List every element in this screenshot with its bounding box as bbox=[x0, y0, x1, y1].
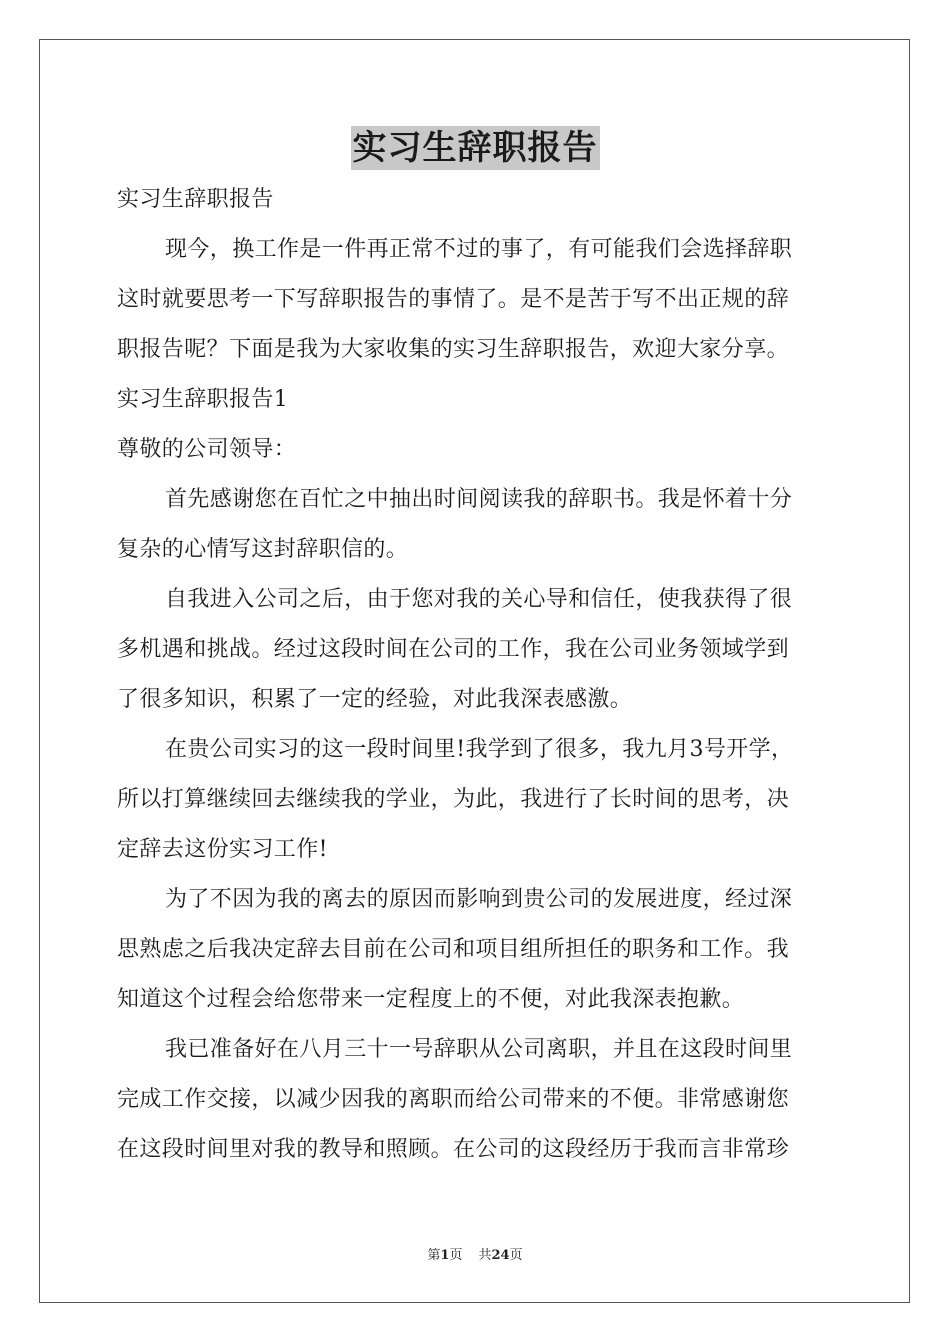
text-line: 复杂的心情写这封辞职信的。 bbox=[117, 537, 409, 562]
document-body bbox=[117, 175, 837, 1175]
text-line: 实习生辞职报告 bbox=[117, 187, 274, 212]
text-line: 实习生辞职报告1 bbox=[117, 387, 289, 412]
text-line: 现今，换工作是一件再正常不过的事了，有可能我们会选择辞职 bbox=[165, 237, 793, 262]
page-footer bbox=[0, 1246, 950, 1266]
total-suffix: 页 bbox=[509, 1248, 523, 1263]
text-line: 知道这个过程会给您带来一定程度上的不便，对此我深表抱歉。 bbox=[117, 987, 745, 1012]
text-line: 了很多知识，积累了一定的经验，对此我深表感激。 bbox=[117, 687, 633, 712]
total-prefix: 共 bbox=[478, 1248, 492, 1263]
text-line: 自我进入公司之后，由于您对我的关心导和信任，使我获得了很 bbox=[165, 587, 793, 612]
document-title: 实习生辞职报告 bbox=[352, 128, 598, 168]
text-line: 所以打算继续回去继续我的学业，为此，我进行了长时间的思考，决 bbox=[117, 787, 790, 812]
page-prefix: 第 bbox=[427, 1248, 441, 1263]
current-page-number: 1 bbox=[440, 1248, 450, 1263]
text-line: 思熟虑之后我决定辞去目前在公司和项目组所担任的职务和工作。我 bbox=[117, 937, 790, 962]
text-line: 在这段时间里对我的教导和照顾。在公司的这段经历于我而言非常珍 bbox=[117, 1137, 790, 1162]
page-suffix: 页 bbox=[449, 1248, 463, 1263]
text-line: 在贵公司实习的这一段时间里!我学到了很多，我九月3号开学， bbox=[165, 737, 794, 762]
text-line: 定辞去这份实习工作! bbox=[117, 837, 328, 862]
text-line: 首先感谢您在百忙之中抽出时间阅读我的辞职书。我是怀着十分 bbox=[165, 487, 793, 512]
text-line: 这时就要思考一下写辞职报告的事情了。是不是苦于写不出正规的辞 bbox=[117, 287, 790, 312]
total-page-count: 24 bbox=[491, 1248, 510, 1263]
title-container bbox=[0, 126, 950, 170]
text-line: 职报告呢？下面是我为大家收集的实习生辞职报告，欢迎大家分享。 bbox=[117, 337, 790, 362]
text-line: 为了不因为我的离去的原因而影响到贵公司的发展进度，经过深 bbox=[165, 887, 793, 912]
text-line: 多机遇和挑战。经过这段时间在公司的工作，我在公司业务领域学到 bbox=[117, 637, 790, 662]
text-line: 我已准备好在八月三十一号辞职从公司离职，并且在这段时间里 bbox=[165, 1037, 793, 1062]
text-line: 尊敬的公司领导： bbox=[117, 437, 297, 462]
text-line: 完成工作交接，以减少因我的离职而给公司带来的不便。非常感谢您 bbox=[117, 1087, 790, 1112]
